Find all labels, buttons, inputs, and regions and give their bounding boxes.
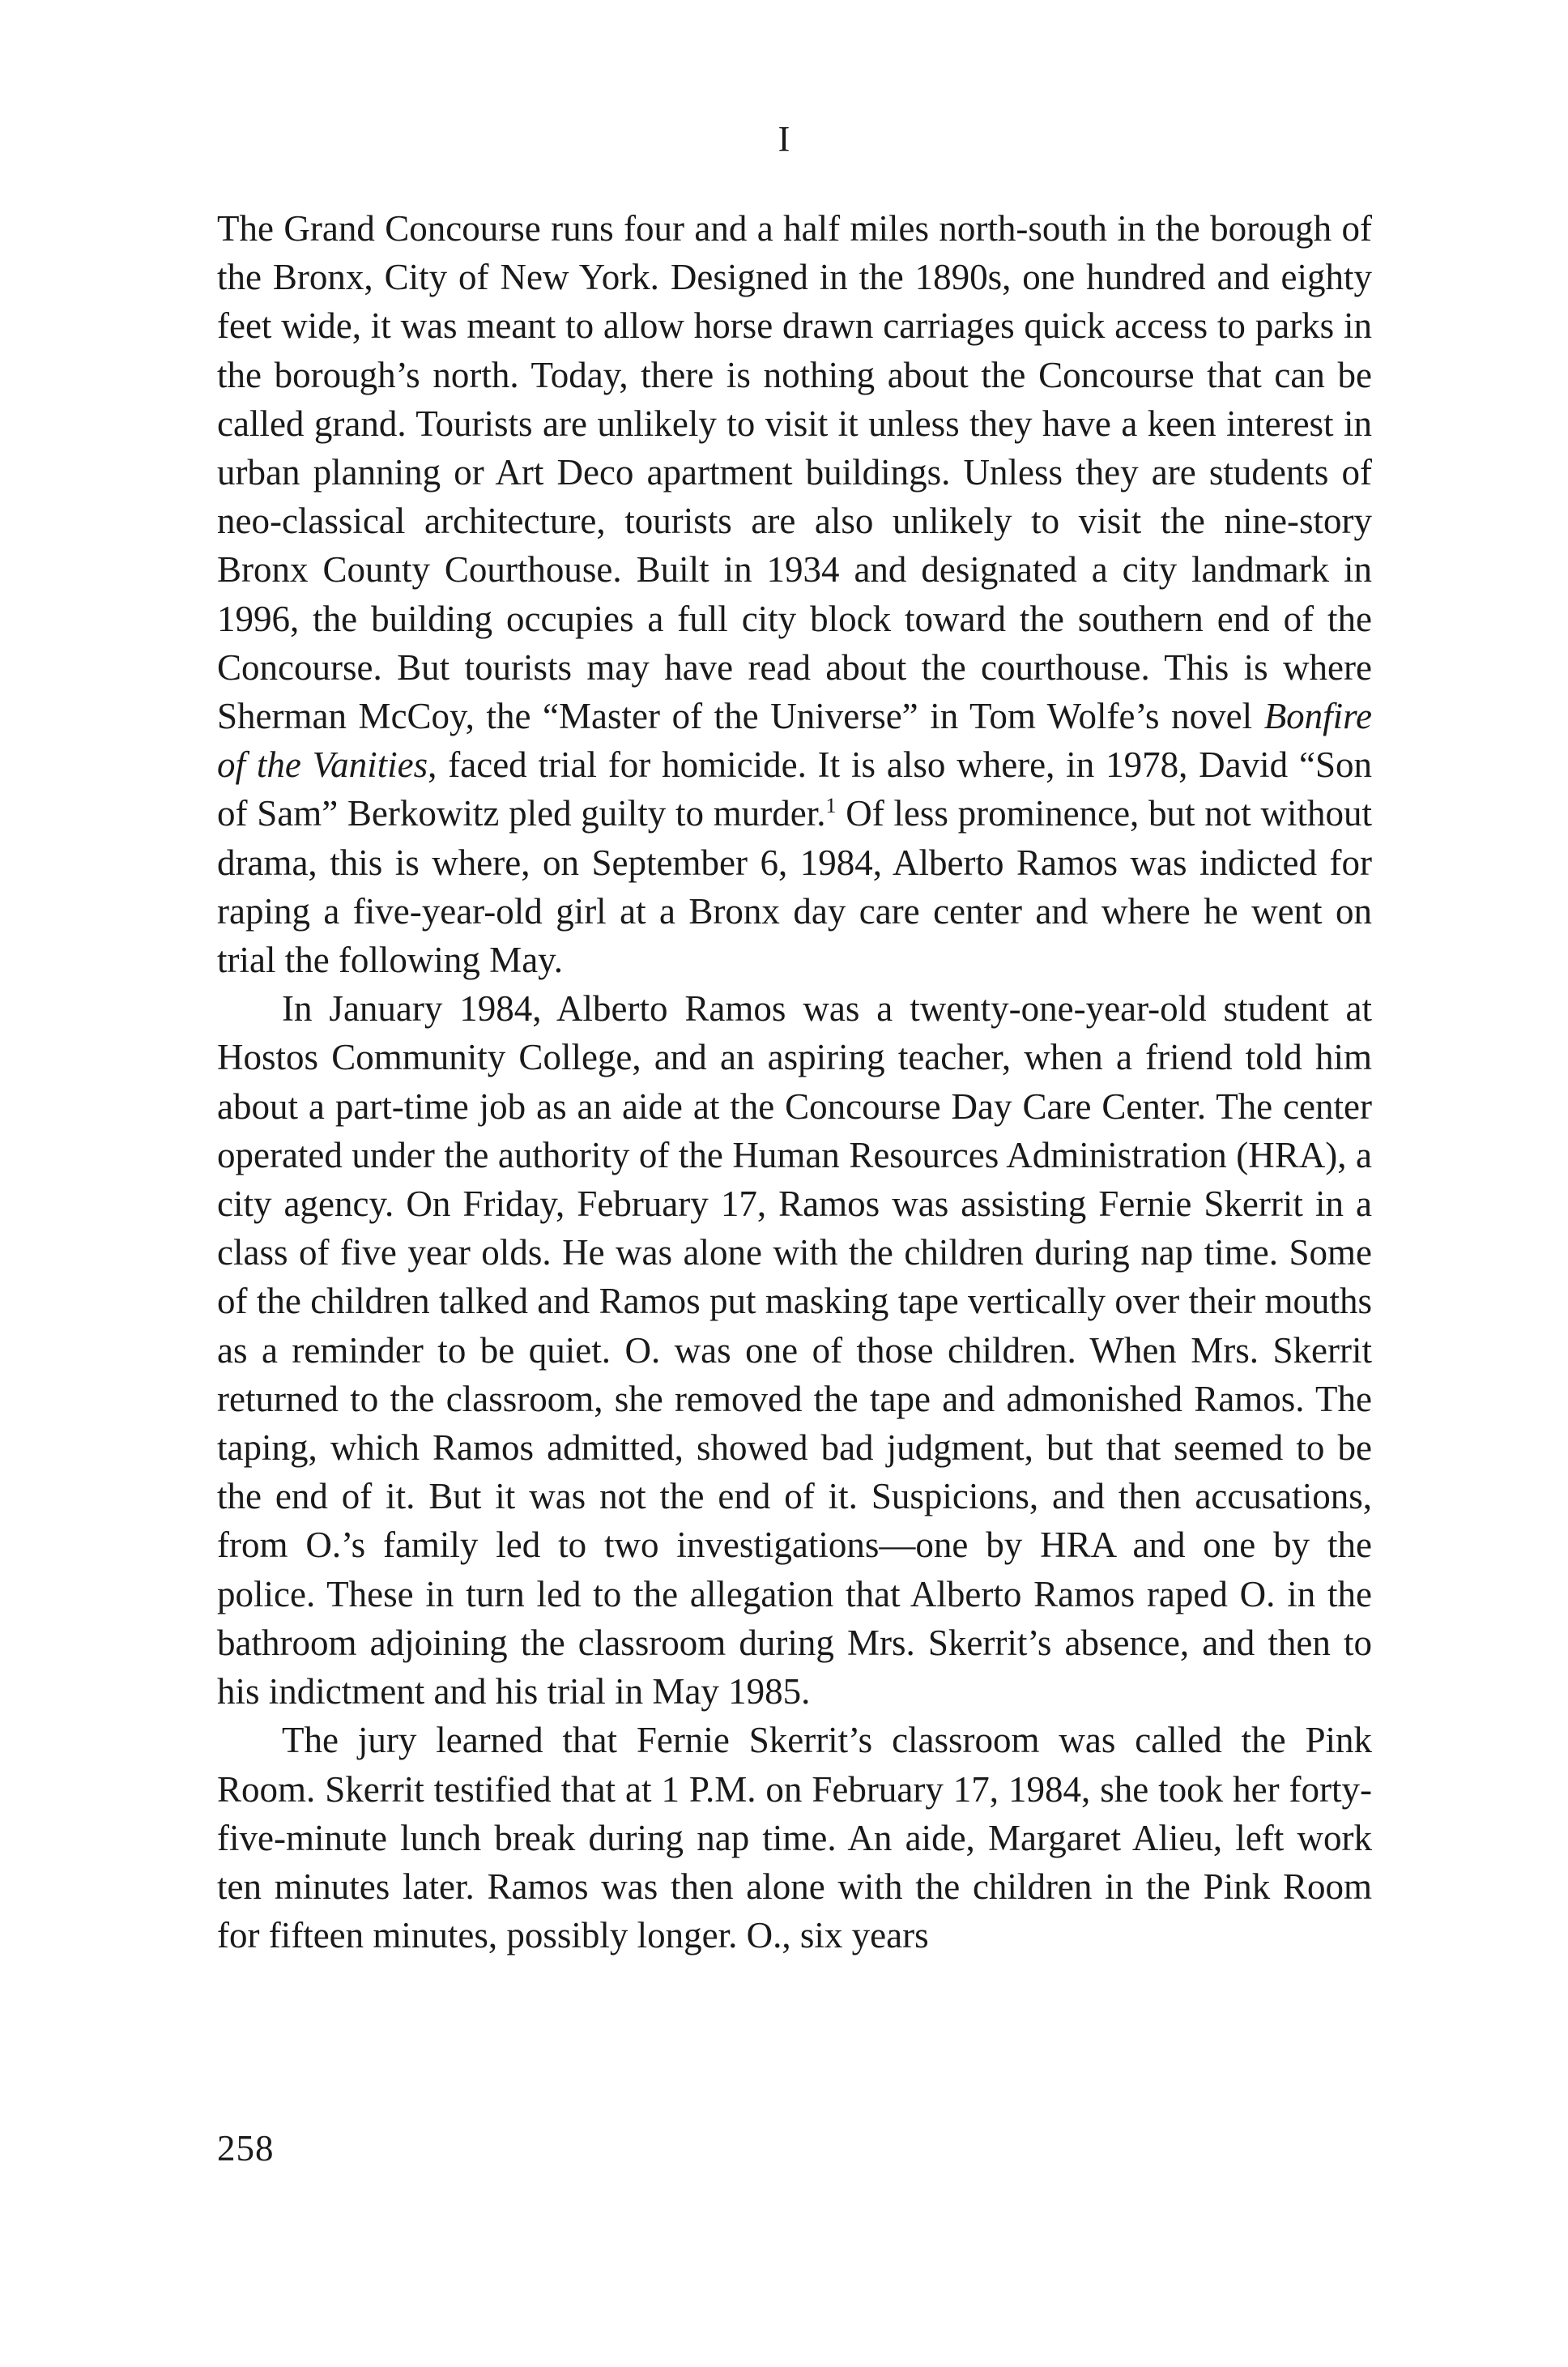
paragraph-1 — [217, 204, 1372, 984]
footnote-marker: 1 — [825, 794, 837, 818]
book-title: Bonfire of the Vanities — [217, 696, 1372, 786]
body-text — [217, 204, 1372, 1960]
paragraph-1-text-end: Of less prominence, but not without drama, this is where, on September 6, 1984, Alberto Ramos was indicted for raping a five-year-old girl at a Bronx day care center and where he went on trial the following May. — [217, 793, 1373, 981]
page-number: 258 — [217, 2128, 275, 2169]
paragraph-3: The jury learned that Fernie Skerrit’s classroom was called the Pink Room. Skerrit testified that at 1 P.M. on February 17, 1984, she took her forty-five-minute lunch break during nap time. An aide, Margaret Alieu, left work ten minutes later. Ramos was then alone with the children in the Pink Room for fifteen minutes, possibly longer. O., six years — [217, 1720, 1372, 1956]
section-number: I — [778, 119, 790, 159]
paragraph-2: In January 1984, Alberto Ramos was a twenty-one-year-old student at Hostos Community College, and an aspiring teacher, when a friend told him about a part-time job as an aide at the Concourse Day Care Center. The center operated under the authority of the Human Resources Administration (HRA), a city agency. On Friday, February 17, Ramos was assisting Fernie Skerrit in a class of five year olds. He was alone with the children during nap time. Some of the children talked and Ramos put masking tape vertically over their mouths as a reminder to be quiet. O. was one of those children. When Mrs. Skerrit returned to the classroom, she removed the tape and admonished Ramos. The taping, which Ramos admitted, showed bad judgment, but that seemed to be the end of it. But it was not the end of it. Suspicions, and then accusations, from O.’s family led to two investigations—one by HRA and one by the police. These in turn led to the allegation that Alberto Ramos raped O. in the bathroom adjoining the classroom during Mrs. Skerrit’s absence, and then to his indictment and his trial in May 1985. — [217, 988, 1372, 1712]
paragraph-1-text: The Grand Concourse runs four and a half miles north-south in the borough of the Bronx, City of New York. Designed in the 1890s, one hundred and eighty feet wide, it was meant to allow horse drawn carriages quick access to parks in the borough’s north. Today, there is nothing about the Concourse that can be called grand. Tourists are unlikely to visit it unless they have a keen interest in urban planning or Art Deco apartment buildings. Unless they are students of neo-classical architecture, tourists are also unlikely to visit the nine-story Bronx County Courthouse. Built in 1934 and designated a city landmark in 1996, the building occupies a full city block toward the southern end of the Concourse. But tourists may have read about the courthouse. This is where Sherman McCoy, the “Master of the Universe” in Tom Wolfe’s novel — [217, 208, 1372, 737]
paragraph-1-text-cont: , faced trial for homicide. It is also where, in 1978, David “Son of Sam” Berkowitz pled guilty to murder. — [217, 744, 1372, 834]
